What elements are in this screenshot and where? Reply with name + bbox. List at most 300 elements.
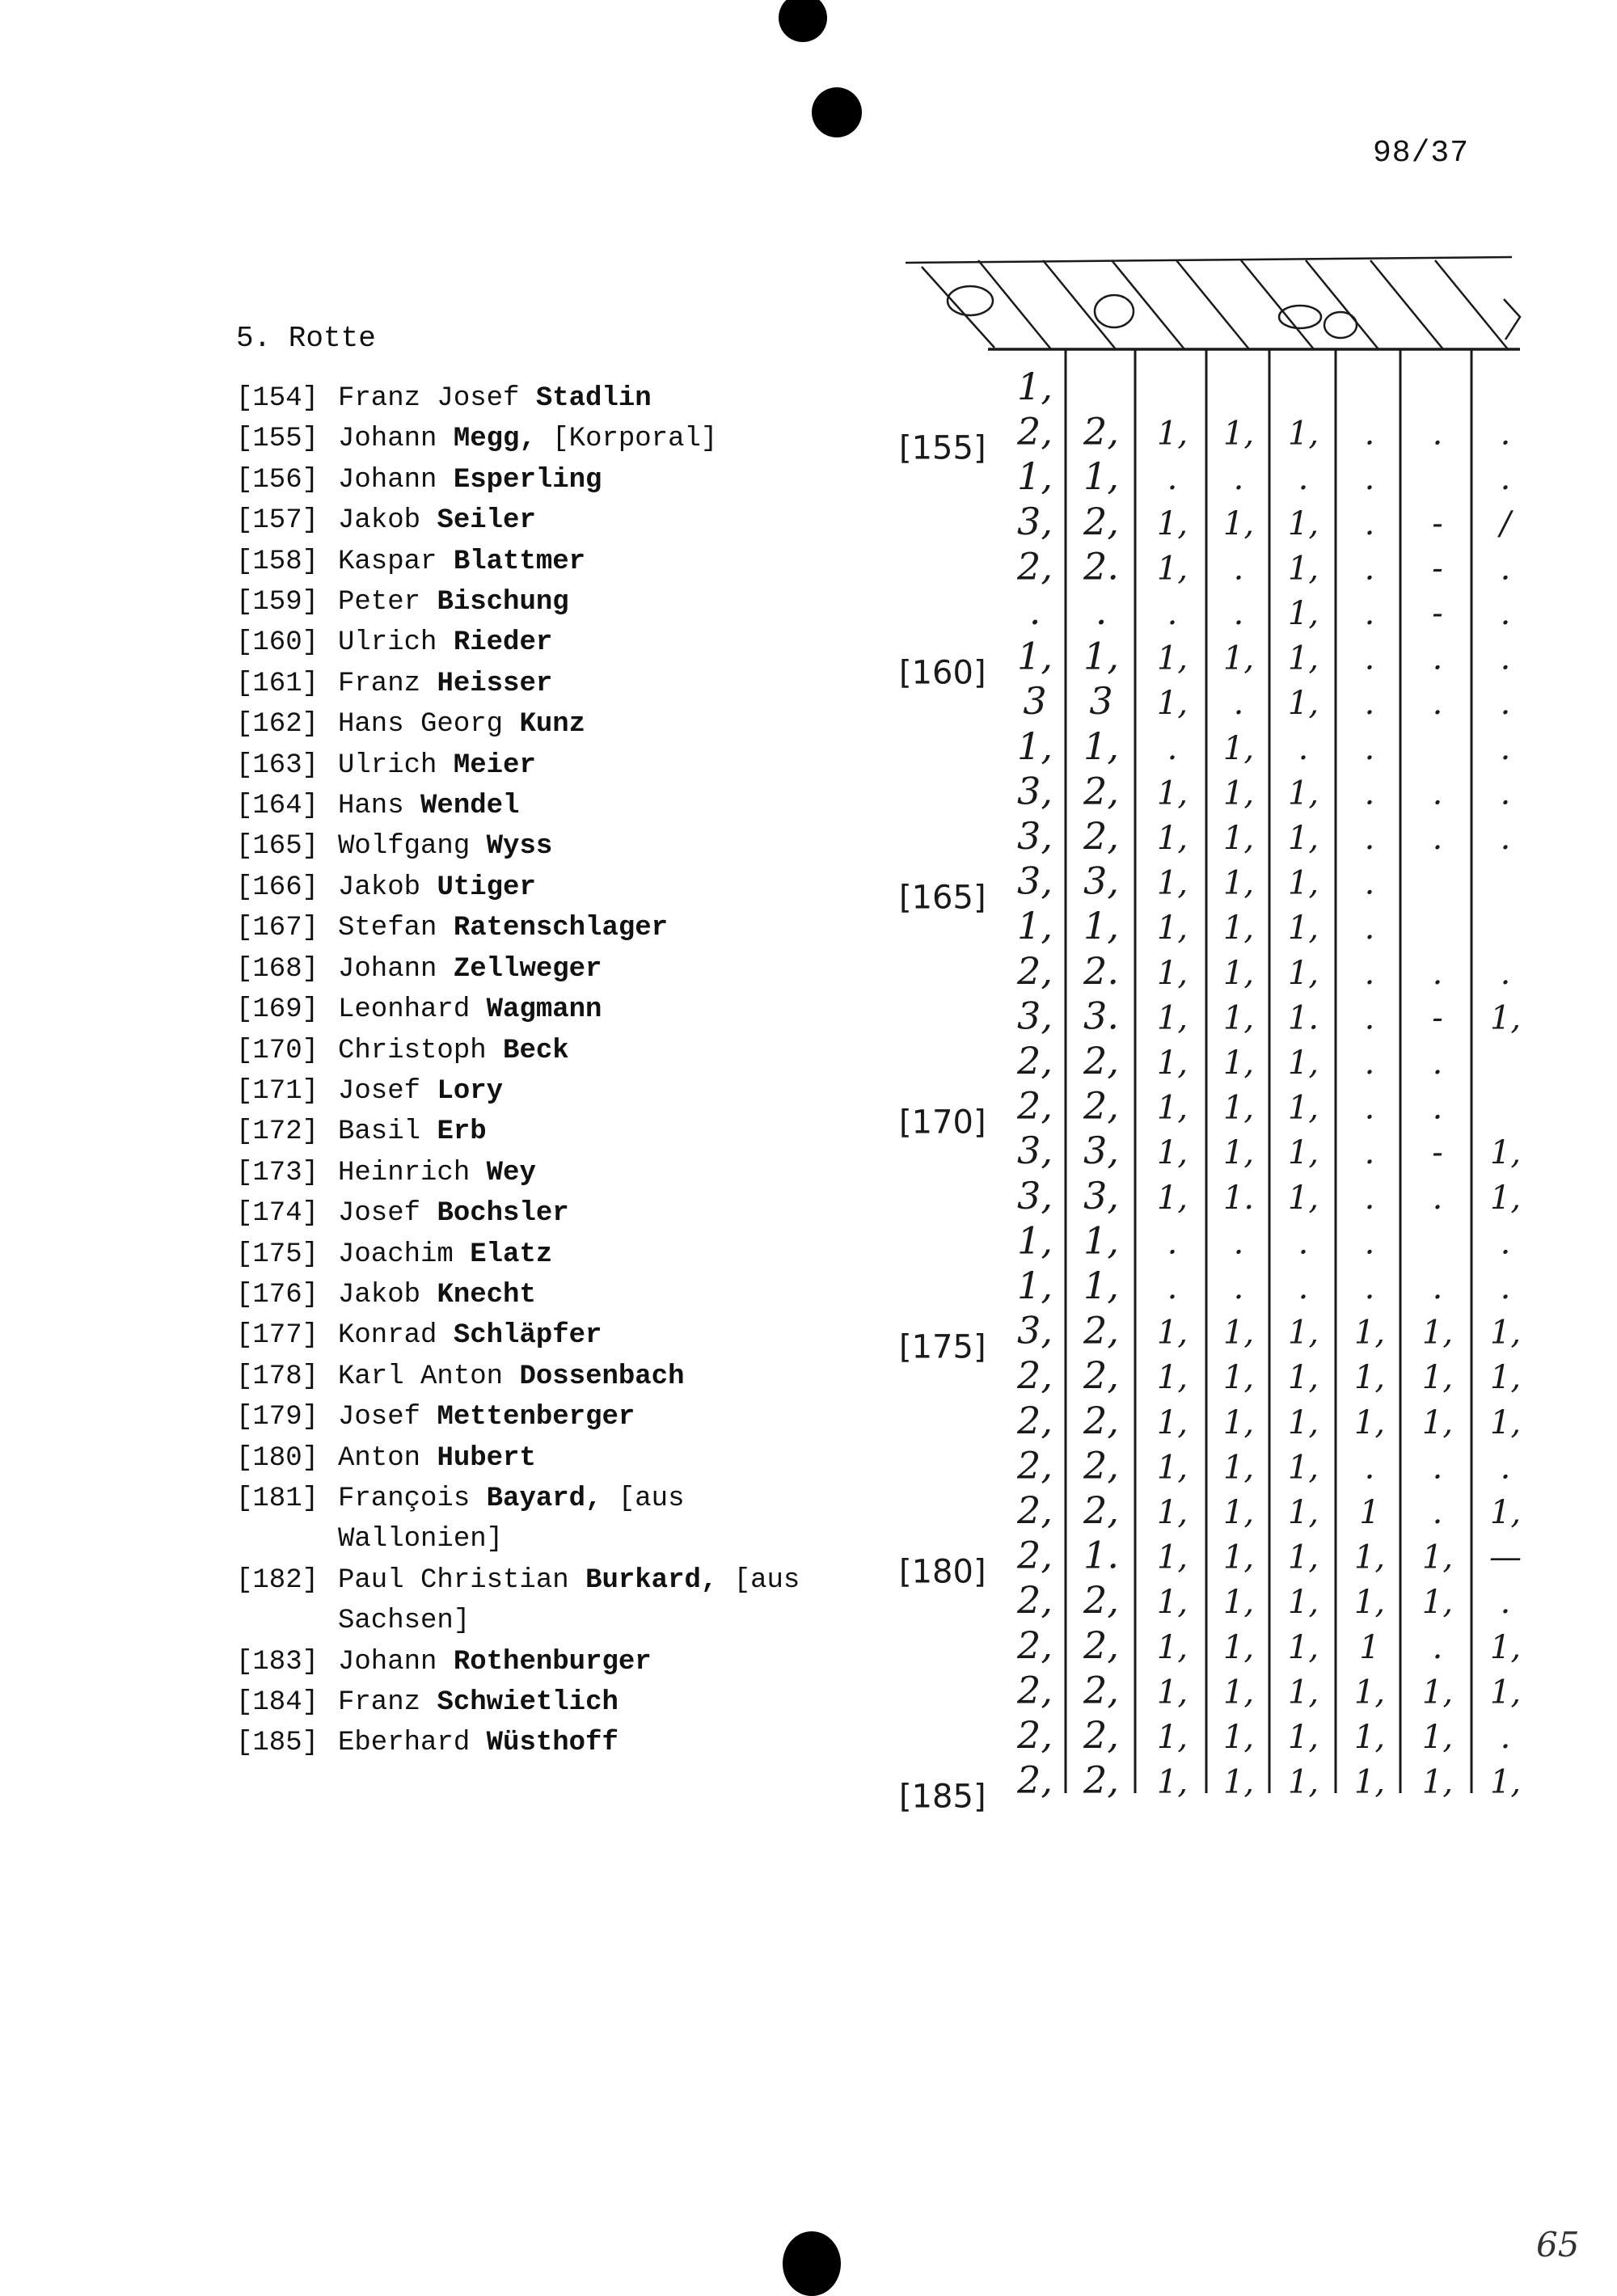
given-name: Christoph: [338, 1035, 487, 1066]
register-mark: .: [1233, 1224, 1244, 1262]
register-mark: 1,: [1287, 595, 1319, 632]
register-mark: .: [1432, 1449, 1443, 1487]
register-mark: 1,: [1287, 1449, 1319, 1487]
register-mark: 1,: [1156, 415, 1188, 453]
register-mark: 2,: [1083, 1308, 1119, 1353]
register-mark: 3,: [1017, 814, 1053, 858]
register-mark: 1,: [1083, 634, 1119, 678]
register-mark: 1,: [1222, 639, 1255, 677]
given-name: Hans: [338, 791, 404, 822]
register-mark: 3: [1089, 679, 1113, 724]
register-mark: 1,: [1222, 910, 1255, 948]
register-mark: 1,: [1287, 1628, 1319, 1666]
register-mark: .: [1364, 550, 1375, 588]
register-mark: 1,: [1489, 1359, 1522, 1397]
register-mark: 1,: [1287, 685, 1319, 723]
register-mark: 1,: [1421, 1359, 1454, 1397]
surname: Wendel: [420, 791, 520, 822]
register-mark: 1,: [1156, 1719, 1188, 1756]
register-mark: 2,: [1083, 1713, 1119, 1757]
surname: Elatz: [470, 1239, 553, 1270]
register-mark: 1,: [1421, 1314, 1454, 1352]
register-mark: 1,: [1287, 1179, 1319, 1217]
register-mark: 1,: [1287, 910, 1319, 948]
register-mark: 1,: [1156, 910, 1188, 948]
register-mark: 1,: [1156, 954, 1188, 992]
register-mark: 1,: [1156, 1673, 1188, 1711]
register-mark: 2,: [1083, 1623, 1119, 1667]
register-mark: .: [1364, 460, 1375, 498]
entry-number: [162]: [236, 709, 319, 741]
register-mark: 1,: [1222, 1314, 1255, 1352]
entry-number: [155]: [236, 424, 319, 455]
register-mark: 1,: [1287, 550, 1319, 588]
register-mark: .: [1432, 1628, 1443, 1666]
given-name: Karl Anton: [338, 1361, 504, 1392]
register-mark: 1,: [1156, 1763, 1188, 1801]
entry-number: [172]: [236, 1116, 319, 1148]
surname: Seiler: [437, 505, 536, 537]
register-mark: 1,: [1287, 1359, 1319, 1397]
entry-number: [159]: [236, 587, 319, 618]
register-mark: .: [1233, 1269, 1244, 1306]
register-mark: .: [1432, 639, 1443, 677]
surname: Knecht: [437, 1279, 536, 1310]
register-mark: 2,: [1083, 1353, 1119, 1398]
entry-number: [178]: [236, 1361, 319, 1392]
entry-number: [154]: [236, 383, 319, 414]
register-mark: 1,: [1222, 864, 1255, 902]
register-mark: 2,: [1017, 1758, 1053, 1802]
register-mark: 1,: [1421, 1719, 1454, 1756]
entry-number: [156]: [236, 464, 319, 496]
entry-number: [165]: [236, 831, 319, 863]
register-mark: 1,: [1222, 1673, 1255, 1711]
surname: Ratenschlager: [453, 913, 669, 944]
given-name: Wolfgang: [338, 831, 471, 863]
register-mark: 1,: [1222, 1134, 1255, 1172]
register-mark: 1,: [1287, 1134, 1319, 1172]
given-name: Heinrich: [338, 1157, 471, 1188]
register-mark: 1,: [1287, 1763, 1319, 1801]
register-mark: 2,: [1083, 1758, 1119, 1802]
register-mark: 2,: [1083, 1083, 1119, 1128]
surname: Mettenberger: [437, 1402, 635, 1433]
surname: Kunz: [519, 709, 586, 741]
register-mark: 1,: [1489, 1314, 1522, 1352]
register-mark: .: [1364, 1224, 1375, 1262]
register-mark: 1,: [1287, 820, 1319, 857]
given-name: Stefan: [338, 913, 437, 944]
surname: Dossenbach: [519, 1361, 685, 1392]
entry-number: [163]: [236, 749, 319, 781]
register-mark: 1.: [1287, 999, 1319, 1037]
register-mark: 1,: [1156, 1538, 1188, 1576]
register-mark: 1,: [1156, 1494, 1188, 1531]
register-mark: .: [1364, 1179, 1375, 1217]
register-mark: .: [1432, 1179, 1443, 1217]
register-mark: .: [1500, 954, 1511, 992]
entry-note: [Korporal]: [552, 424, 718, 455]
register-mark: 1,: [1156, 1628, 1188, 1666]
register-mark: 1,: [1287, 954, 1319, 992]
register-mark: .: [1364, 639, 1375, 677]
register-mark: .: [1298, 460, 1309, 498]
register-mark: 1,: [1222, 504, 1255, 542]
given-name: Ulrich: [338, 749, 437, 781]
surname: Erb: [437, 1116, 487, 1148]
register-mark: 1,: [1017, 634, 1053, 678]
row-marker: [165]: [899, 879, 986, 917]
register-mark: .: [1500, 774, 1511, 812]
register-mark: 1,: [1287, 504, 1319, 542]
register-mark: 2,: [1083, 769, 1119, 813]
register-mark: 1,: [1353, 1359, 1386, 1397]
register-mark: 1,: [1222, 1719, 1255, 1756]
register-mark: 1: [1359, 1494, 1380, 1531]
register-mark: 1,: [1222, 1359, 1255, 1397]
register-mark: .: [1298, 729, 1309, 767]
register-mark: .: [1432, 685, 1443, 723]
register-mark: 2,: [1083, 499, 1119, 543]
register-mark: 1,: [1156, 774, 1188, 812]
register-mark: .: [1500, 685, 1511, 723]
given-name: Franz: [338, 1687, 421, 1718]
register-mark: 1,: [1156, 550, 1188, 588]
register-mark: 1,: [1489, 1403, 1522, 1441]
register-mark: 1,: [1017, 1264, 1053, 1307]
register-mark: 1,: [1222, 1403, 1255, 1441]
entry-number: [182]: [236, 1564, 319, 1596]
register-mark: 1,: [1287, 774, 1319, 812]
register-mark: 1,: [1287, 1719, 1319, 1756]
register-mark: 3,: [1017, 994, 1053, 1038]
register-mark: -: [1432, 595, 1443, 632]
given-name: Hans Georg: [338, 709, 504, 741]
register-mark: 2,: [1017, 1533, 1053, 1577]
given-name: Konrad: [338, 1320, 437, 1352]
register-mark: .: [1500, 729, 1511, 767]
register-columns: [1066, 349, 1471, 1793]
register-mark: 1,: [1489, 1494, 1522, 1531]
surname: Esperling: [453, 464, 602, 496]
given-name: Eberhard: [338, 1728, 471, 1759]
entry-number: [164]: [236, 791, 319, 822]
register-mark: .: [1432, 1089, 1443, 1127]
register-mark: 2,: [1017, 1083, 1053, 1128]
surname: Hubert: [437, 1442, 536, 1474]
entry-number: [160]: [236, 627, 319, 659]
register-mark: 1,: [1489, 999, 1522, 1037]
entry-number: [173]: [236, 1157, 319, 1188]
register-mark: 1,: [1017, 904, 1053, 948]
given-name: Jakob: [338, 505, 421, 537]
register-mark: 2,: [1017, 1398, 1053, 1442]
given-name: Kaspar: [338, 546, 437, 577]
register-mark: .: [1432, 415, 1443, 453]
register-mark: 1.: [1083, 1533, 1119, 1577]
register-mark: .: [1167, 1224, 1178, 1262]
register-mark: 1,: [1156, 820, 1188, 857]
register-mark: 1,: [1489, 1763, 1522, 1801]
register-mark: .: [1364, 729, 1375, 767]
register-mark: .: [1364, 1449, 1375, 1487]
entry-number: [166]: [236, 872, 319, 903]
register-mark: 1,: [1222, 1628, 1255, 1666]
surname: Rieder: [453, 627, 553, 659]
register-mark: 1,: [1489, 1628, 1522, 1666]
surname: Utiger: [437, 872, 536, 903]
register-mark: 1,: [1156, 1045, 1188, 1082]
register-mark: 1,: [1083, 1264, 1119, 1307]
register-mark: 1: [1359, 1628, 1380, 1666]
register-mark: 1.: [1222, 1179, 1255, 1217]
register-mark: 3,: [1083, 859, 1119, 903]
register-mark: —: [1489, 1538, 1522, 1576]
row-marker: [170]: [899, 1104, 986, 1142]
register-mark: .: [1298, 1269, 1309, 1306]
register-mark: .: [1167, 460, 1178, 498]
register-mark: 1,: [1353, 1538, 1386, 1576]
register-mark: 1,: [1083, 1218, 1119, 1263]
entry-note-continued: Wallonien]: [338, 1524, 504, 1555]
entry-number: [167]: [236, 913, 319, 944]
register-mark: 1,: [1156, 685, 1188, 723]
given-name: Joachim: [338, 1239, 454, 1270]
register-mark: 1,: [1017, 724, 1053, 768]
given-name: Johann: [338, 953, 437, 985]
register-mark: .: [1364, 685, 1375, 723]
register-mark: 1,: [1421, 1584, 1454, 1622]
register-mark: .: [1500, 639, 1511, 677]
register-mark: -: [1432, 550, 1443, 588]
surname: Stadlin: [535, 383, 652, 414]
row-marker: [175]: [899, 1328, 986, 1366]
register-mark: .: [1364, 774, 1375, 812]
register-mark: .: [1167, 729, 1178, 767]
register-mark: 1,: [1222, 1089, 1255, 1127]
register-mark: 3,: [1017, 1173, 1053, 1218]
given-name: Josef: [338, 1075, 421, 1107]
register-mark: .: [1432, 1045, 1443, 1082]
surname: Meier: [453, 749, 536, 781]
register-mark: .: [1233, 595, 1244, 632]
register-mark: 1,: [1017, 454, 1053, 499]
folio-mark: 65: [1536, 2225, 1580, 2264]
surname: Bochsler: [437, 1198, 569, 1230]
register-mark: .: [1500, 1719, 1511, 1756]
register-mark: 3,: [1017, 859, 1053, 903]
register-mark: .: [1233, 685, 1244, 723]
register-mark: 1,: [1156, 1403, 1188, 1441]
register-mark: 3,: [1017, 1308, 1053, 1353]
register-mark: .: [1500, 460, 1511, 498]
register-mark: .: [1364, 820, 1375, 857]
entry-number: [171]: [236, 1075, 319, 1107]
given-name: François: [338, 1483, 471, 1514]
register-mark: 1,: [1489, 1179, 1522, 1217]
register-mark: 1,: [1017, 1218, 1053, 1263]
register-mark: .: [1432, 820, 1443, 857]
register-mark: 3,: [1017, 769, 1053, 813]
register-mark: 2,: [1017, 1443, 1053, 1488]
entry-number: [177]: [236, 1320, 319, 1352]
entry-number: [157]: [236, 505, 319, 537]
entry-number: [158]: [236, 546, 319, 577]
register-mark: 1,: [1083, 904, 1119, 948]
register-mark: 1,: [1353, 1673, 1386, 1711]
register-mark: 2,: [1083, 1578, 1119, 1623]
register-mark: 1,: [1489, 1673, 1522, 1711]
register-header: [906, 257, 1520, 349]
register-mark: 1,: [1287, 1494, 1319, 1531]
entry-number: [180]: [236, 1442, 319, 1474]
register-mark: 2,: [1017, 1488, 1053, 1532]
entry-number: [174]: [236, 1198, 319, 1230]
register-mark: 1,: [1156, 1134, 1188, 1172]
register-mark: 2,: [1017, 1623, 1053, 1667]
register-mark: 1,: [1287, 1673, 1319, 1711]
page-number: 98/37: [1373, 136, 1470, 171]
register-mark: 1,: [1222, 999, 1255, 1037]
register-mark: 2,: [1017, 544, 1053, 589]
register-mark: 2,: [1017, 1713, 1053, 1757]
entry-number: [175]: [236, 1239, 319, 1270]
entry-note-continued: Sachsen]: [338, 1606, 471, 1637]
given-name: Josef: [338, 1402, 421, 1433]
register-mark: 2.: [1083, 948, 1119, 993]
surname: Heisser: [437, 668, 553, 699]
register-mark: .: [1500, 550, 1511, 588]
given-name: Franz: [338, 668, 421, 699]
register-mark: 1,: [1353, 1403, 1386, 1441]
surname: Wagmann: [486, 994, 602, 1026]
register-mark: 1,: [1287, 415, 1319, 453]
register-mark: .: [1167, 1269, 1178, 1306]
register-mark: .: [1364, 910, 1375, 948]
register-mark: 1,: [1156, 999, 1188, 1037]
register-mark: 2,: [1083, 1443, 1119, 1488]
register-mark: 1,: [1287, 1403, 1319, 1441]
register-mark: 1,: [1421, 1673, 1454, 1711]
entry-number: [161]: [236, 668, 319, 699]
register-mark: .: [1364, 864, 1375, 902]
register-mark: .: [1028, 589, 1041, 633]
register-mark: 1,: [1156, 864, 1188, 902]
register-mark: 2,: [1017, 1578, 1053, 1623]
register-mark: 2,: [1083, 409, 1119, 454]
register-mark: /: [1500, 504, 1511, 542]
register-mark: .: [1364, 1045, 1375, 1082]
register-mark: .: [1364, 954, 1375, 992]
register-mark: 1,: [1083, 724, 1119, 768]
register-mark: .: [1500, 1224, 1511, 1262]
section-title: 5. Rotte: [236, 322, 376, 355]
register-mark: 3,: [1083, 1129, 1119, 1173]
register-mark: 1,: [1156, 1359, 1188, 1397]
register-mark: 1,: [1222, 729, 1255, 767]
register-mark: 1,: [1222, 1584, 1255, 1622]
row-marker: [160]: [899, 654, 986, 692]
register-mark: 1,: [1156, 1449, 1188, 1487]
register-mark: 1,: [1222, 820, 1255, 857]
register-mark: .: [1095, 589, 1108, 633]
surname: Zellweger: [453, 953, 602, 985]
register-mark: .: [1500, 595, 1511, 632]
entry-number: [170]: [236, 1035, 319, 1066]
given-name: Johann: [338, 424, 437, 455]
register-mark: 1,: [1083, 454, 1119, 499]
surname: Wey: [486, 1157, 536, 1188]
register-row-markers: [899, 430, 986, 1816]
register-mark: -: [1432, 504, 1443, 542]
register-mark: 1,: [1156, 1089, 1188, 1127]
register-mark: .: [1432, 1494, 1443, 1531]
register-mark: 2,: [1017, 1039, 1053, 1083]
register-mark: .: [1233, 460, 1244, 498]
register-mark: 3,: [1017, 499, 1053, 543]
given-name: Jakob: [338, 872, 421, 903]
register-mark: .: [1364, 415, 1375, 453]
register-mark: .: [1500, 1269, 1511, 1306]
register-mark: 1,: [1287, 1089, 1319, 1127]
register-mark: .: [1364, 1089, 1375, 1127]
entry-number: [179]: [236, 1402, 319, 1433]
given-name: Basil: [338, 1116, 421, 1148]
entry-note: [aus: [733, 1564, 800, 1596]
register-mark: 2,: [1017, 409, 1053, 454]
register-mark: .: [1500, 1449, 1511, 1487]
register-mark: 3: [1023, 679, 1047, 724]
given-name: Anton: [338, 1442, 421, 1474]
register-mark: .: [1167, 595, 1178, 632]
register-mark: 1,: [1421, 1538, 1454, 1576]
surname: Blattmer: [453, 546, 586, 577]
row-marker: [180]: [899, 1553, 986, 1591]
given-name: Franz Josef: [338, 383, 520, 414]
entry-number: [183]: [236, 1646, 319, 1678]
register-mark: 1,: [1222, 415, 1255, 453]
register-mark: .: [1432, 774, 1443, 812]
surname: Schläpfer: [453, 1320, 602, 1352]
register-mark: 1,: [1222, 1045, 1255, 1082]
register-mark: 1,: [1222, 1494, 1255, 1531]
register-mark: 2,: [1017, 1353, 1053, 1398]
surname: Burkard,: [585, 1564, 718, 1596]
register-mark: 1,: [1222, 1763, 1255, 1801]
surname: Bischung: [437, 587, 569, 618]
surname: Lory: [437, 1075, 504, 1107]
register-mark: .: [1364, 504, 1375, 542]
entry-number: [169]: [236, 994, 319, 1026]
register-mark: 1,: [1287, 639, 1319, 677]
surname: Wyss: [486, 831, 553, 863]
register-mark: 2,: [1083, 1668, 1119, 1712]
register-mark: .: [1364, 999, 1375, 1037]
given-name: Jakob: [338, 1279, 421, 1310]
register-mark: 1,: [1156, 1179, 1188, 1217]
register-mark: 1,: [1156, 1584, 1188, 1622]
register-mark: 1,: [1156, 639, 1188, 677]
register-mark: 1,: [1222, 954, 1255, 992]
register-mark: -: [1432, 1134, 1443, 1172]
register-mark: 1,: [1421, 1403, 1454, 1441]
register-mark: .: [1432, 1269, 1443, 1306]
register-mark: 1,: [1489, 1134, 1522, 1172]
register-mark: 1,: [1222, 774, 1255, 812]
entry-number: [185]: [236, 1728, 319, 1759]
register-mark: 2,: [1017, 948, 1053, 993]
